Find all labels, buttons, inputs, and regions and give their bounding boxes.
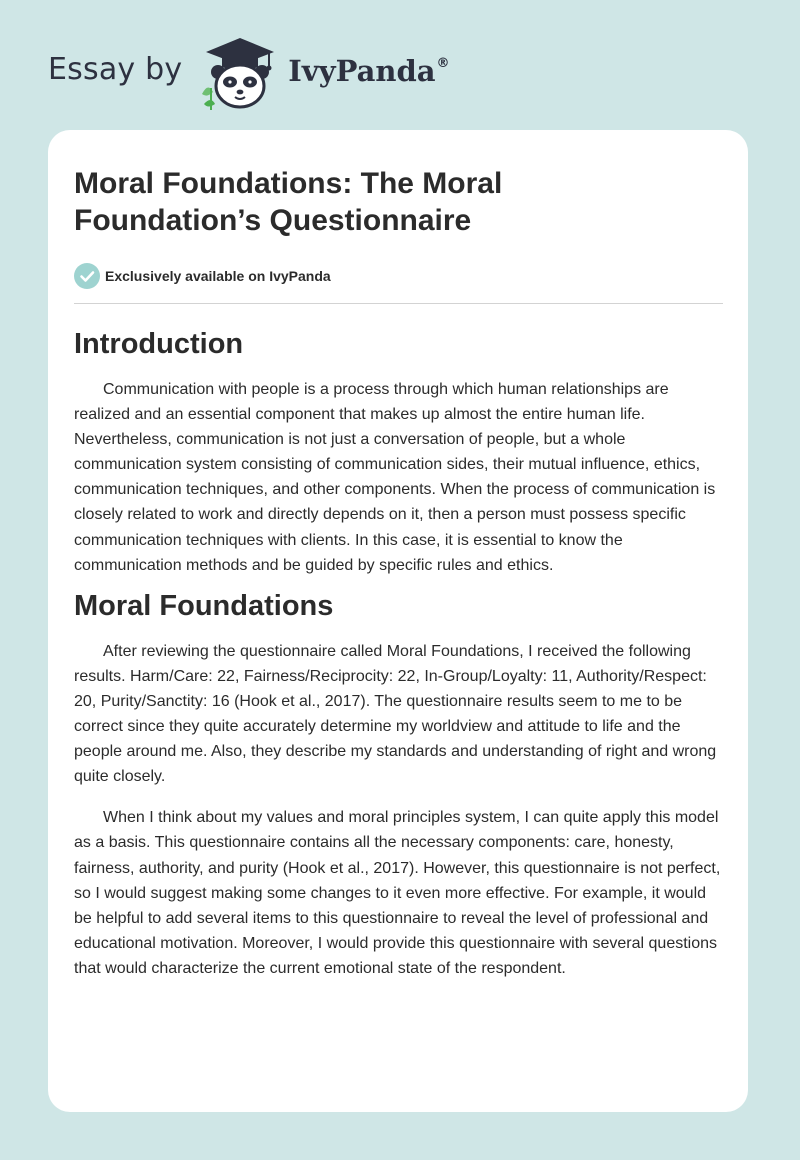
page-title: Moral Foundations: The Moral Foundation’s Questionnaire bbox=[74, 167, 503, 237]
exclusive-badge-label: Exclusively available on IvyPanda bbox=[105, 268, 331, 284]
registered-mark: ® bbox=[436, 56, 450, 71]
brand-prefix: Essay by bbox=[48, 51, 183, 87]
paragraph: Communication with people is a process through which human relationships are realized and an essential component that makes up almost the entire human life. Nevertheless, communication is not just a conversation of people, but a whole communication system consisting of communication sides, their mutual influence, ethics, communication techniques, and other components. When the process of communication is closely related to work and directly depends on it, then a person must possess specific communication techniques with clients. In this case, it is essential to know the communication methods and be guided by specific rules and ethics. bbox=[74, 381, 716, 574]
paragraph: When I think about my values and moral principles system, I can quite apply this model as a basis. This questionnaire contains all the necessary components: care, honesty, fairness, authority, and purity (Hook et al., 2017). However, this questionnaire is not perfect, so I would suggest making some changes to it even more effective. For example, it would be helpful to add several items to this questionnaire to reveal the level of professional and educational motivation. Moreover, I would provide this questionnaire with several questions that would characterize the current emotional state of the respondent. bbox=[74, 809, 721, 977]
site-header bbox=[48, 32, 450, 112]
section-heading-introduction: Introduction bbox=[74, 328, 244, 360]
essay-card bbox=[48, 130, 748, 1112]
check-circle-icon bbox=[74, 263, 100, 289]
exclusive-badge bbox=[74, 262, 331, 290]
section-heading-moral-foundations: Moral Foundations bbox=[74, 589, 334, 622]
essay-body bbox=[74, 325, 724, 981]
panda-logo-icon[interactable] bbox=[196, 32, 284, 112]
divider bbox=[74, 303, 723, 304]
brand-name: IvyPanda® bbox=[288, 54, 450, 88]
paragraph: After reviewing the questionnaire called Moral Foundations, I received the following results. Harm/Care: 22, Fairness/Reciprocity: 22, In-Group/Loyalty: 11, Authority/Respect: 20, Purity/Sanctity: 16 (Hook et al., 2017). The questionnaire results seem to me to be correct since they quite accurately determine my worldview and attitude to life and the people around me. Also, they describe my standards and understanding of right and wrong quite closely. bbox=[74, 642, 717, 786]
